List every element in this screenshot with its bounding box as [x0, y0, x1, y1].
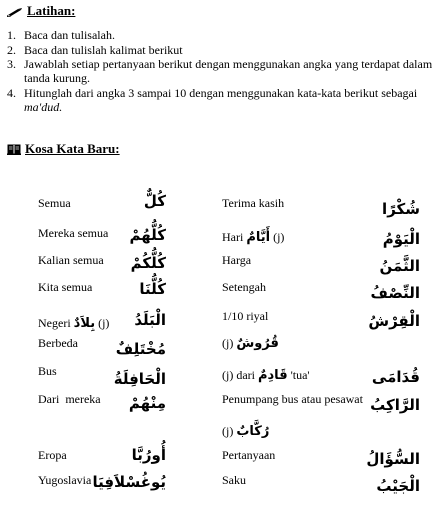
- arabic-word: الْجَيْبُ: [376, 477, 420, 495]
- indo-word: Dari mereka: [38, 392, 101, 406]
- plural-arabic: أَيَّامٌ: [246, 230, 271, 245]
- indo-word: Bus: [38, 364, 57, 378]
- item-text: Baca dan tulislah kalimat berikut: [24, 43, 183, 57]
- kosa-kata-title: Kosa Kata Baru:: [25, 141, 120, 156]
- kosa-kata-heading: [7, 141, 120, 159]
- indo-word: Kita semua: [38, 280, 93, 294]
- indo-word: Pertanyaan: [222, 448, 276, 462]
- indo-word: Penumpang bus atau pesawat: [222, 392, 363, 406]
- arabic-word: الرَّاكِبُ: [370, 396, 420, 414]
- item-text: Hitunglah dari angka 3 sampai 10 dengan menggunakan kata-kata berikut sebagai ma'dud.: [24, 86, 418, 114]
- arabic-word: قُدَامَى: [371, 368, 420, 386]
- plural-note: (j) dari قَادِمٌ 'tua': [222, 368, 310, 383]
- plural-arabic: قَادِمٌ: [257, 368, 288, 383]
- arabic-word: الْقِرْشُ: [368, 312, 420, 330]
- plural-note: (j) رُكَّابٌ: [222, 424, 270, 439]
- plural-arabic: رُكَّابٌ: [236, 424, 270, 439]
- indo-word: 1/10 riyal: [222, 309, 269, 323]
- item-number: 1.: [7, 28, 16, 42]
- latihan-heading: [7, 3, 75, 21]
- arabic-word: الثَّمَنُ: [379, 257, 420, 275]
- indo-word: Saku: [222, 473, 246, 487]
- arabic-word: الْحَافِلَةُ: [113, 370, 166, 388]
- arabic-word: مُخْتَلِفٌ: [115, 340, 166, 358]
- indo-word: Yugoslavia: [38, 473, 92, 487]
- item-number: 2.: [7, 43, 16, 57]
- arabic-word: كُلُّنَا: [139, 280, 166, 298]
- indo-word: Negeri بِلاَدٌ (j): [38, 316, 110, 331]
- indo-word: Harga: [222, 253, 252, 267]
- book-icon: [7, 143, 21, 159]
- indo-word: Setengah: [222, 280, 266, 294]
- arabic-word: السُّؤَالُ: [366, 450, 420, 468]
- arabic-word: كُلُّهُمْ: [129, 226, 166, 244]
- item-number: 3.: [7, 57, 16, 71]
- arabic-word: مِنْهُمْ: [128, 394, 166, 412]
- plural-arabic: قُرُوشٌ: [236, 336, 279, 351]
- indo-word: Semua: [38, 196, 71, 210]
- latihan-title: Latihan:: [27, 3, 76, 18]
- indo-word: Kalian semua: [38, 253, 104, 267]
- arabic-word: أُورُبَّا: [131, 446, 166, 464]
- pen-icon: [7, 5, 23, 21]
- plural-note: (j) قُرُوشٌ: [222, 336, 279, 351]
- indo-word: Hari أَيَّامٌ (j): [222, 230, 285, 245]
- indo-word: Eropa: [38, 448, 67, 462]
- arabic-word: يُوغُسْلاَفِيَا: [92, 473, 166, 491]
- arabic-word: النِّصْفُ: [370, 284, 420, 302]
- arabic-word: الْيَوْمُ: [382, 230, 420, 248]
- arabic-word: الْبَلَدُ: [134, 311, 166, 329]
- indo-word: Mereka semua: [38, 226, 109, 240]
- arabic-word: كُلٌّ: [143, 192, 166, 210]
- indo-word: Terima kasih: [222, 196, 285, 210]
- indo-word: Berbeda: [38, 336, 78, 350]
- item-text: Baca dan tulisalah.: [24, 28, 115, 42]
- item-number: 4.: [7, 86, 16, 100]
- item-text: Jawablah setiap pertanyaan berikut dengan menggunakan angka yang terdapat dalam tanda kurung.: [24, 57, 433, 85]
- arabic-word: شُكْرًا: [382, 200, 420, 218]
- plural-arabic: بِلاَدٌ: [73, 316, 96, 331]
- arabic-word: كُلُّكُمْ: [130, 254, 166, 272]
